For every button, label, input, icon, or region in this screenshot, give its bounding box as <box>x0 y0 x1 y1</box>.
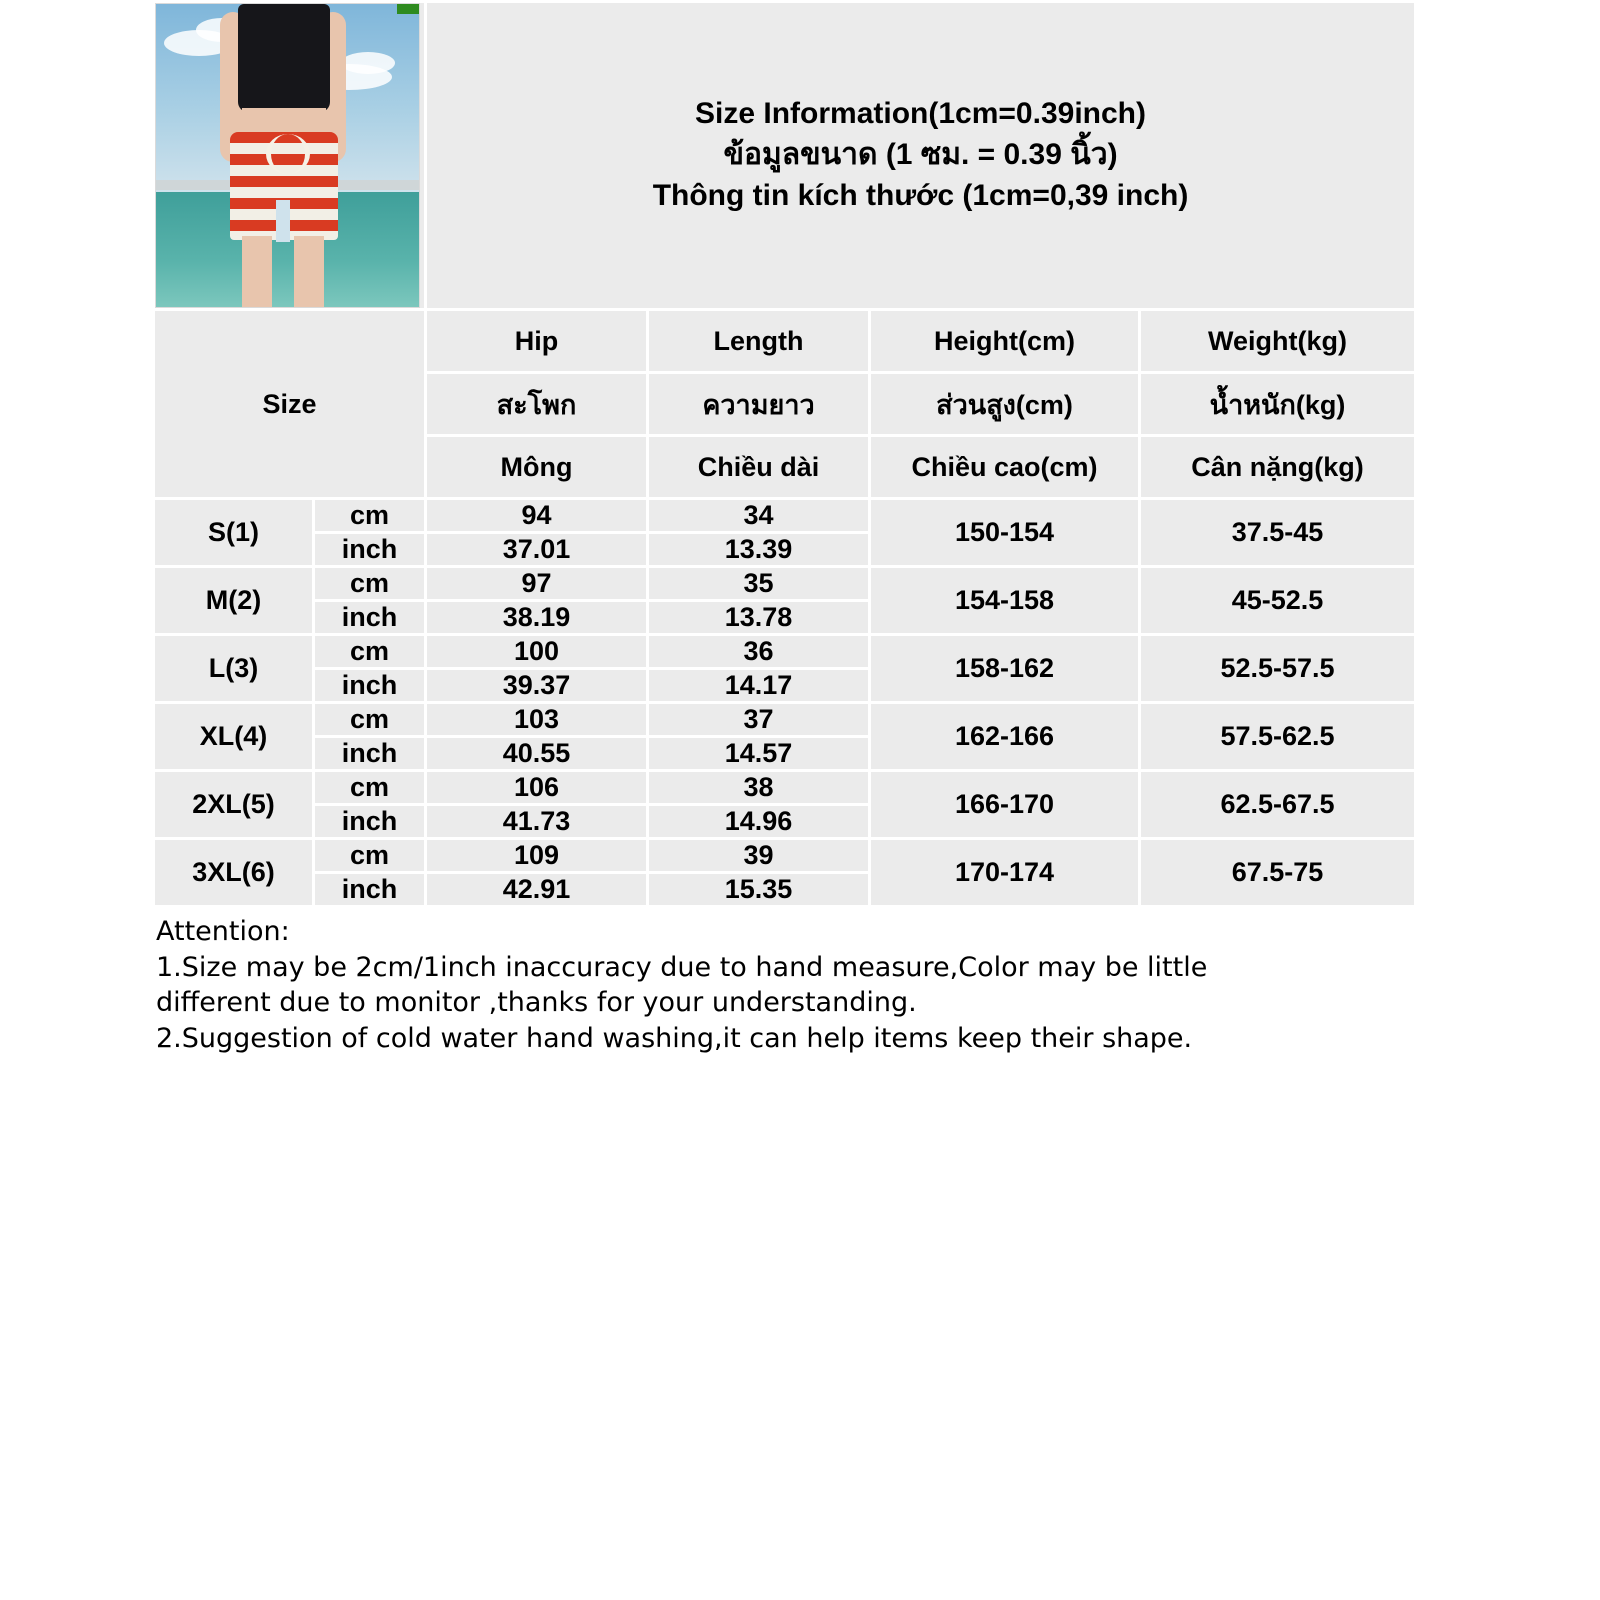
row-unit-cm: cm <box>314 567 426 601</box>
cell-weight-range: 45-52.5 <box>1140 567 1416 635</box>
cell-length-cm: 36 <box>648 635 870 669</box>
cell-height-range: 170-174 <box>870 839 1140 907</box>
cell-length-inch: 14.96 <box>648 805 870 839</box>
attention-heading: Attention: <box>156 916 290 947</box>
row-unit-inch: inch <box>314 601 426 635</box>
cell-hip-cm: 103 <box>426 703 648 737</box>
row-unit-inch: inch <box>314 805 426 839</box>
row-size-label: XL(4) <box>154 703 314 771</box>
cell-hip-inch: 41.73 <box>426 805 648 839</box>
cell-hip-inch: 40.55 <box>426 737 648 771</box>
table-row <box>154 771 1416 805</box>
cell-height-range: 166-170 <box>870 771 1140 839</box>
cell-height-range: 150-154 <box>870 499 1140 567</box>
col-length-en: Length <box>648 310 870 373</box>
cell-length-cm: 37 <box>648 703 870 737</box>
photo-shorts-drawstring <box>266 134 310 174</box>
table-row <box>154 567 1416 601</box>
product-photo <box>155 3 420 308</box>
col-height-en: Height(cm) <box>870 310 1140 373</box>
cell-weight-range: 52.5-57.5 <box>1140 635 1416 703</box>
col-height-th: ส่วนสูง(cm) <box>870 373 1140 436</box>
col-hip-th: สะโพก <box>426 373 648 436</box>
cell-hip-inch: 39.37 <box>426 669 648 703</box>
cell-length-inch: 15.35 <box>648 873 870 907</box>
col-hip-vi: Mông <box>426 436 648 499</box>
cell-length-inch: 13.78 <box>648 601 870 635</box>
row-unit-cm: cm <box>314 771 426 805</box>
cell-weight-range: 57.5-62.5 <box>1140 703 1416 771</box>
cell-hip-cm: 106 <box>426 771 648 805</box>
row-unit-cm: cm <box>314 839 426 873</box>
col-weight-en: Weight(kg) <box>1140 310 1416 373</box>
title-line-en: Size Information(1cm=0.39inch) <box>695 97 1146 131</box>
cell-hip-inch: 42.91 <box>426 873 648 907</box>
cell-length-inch: 14.57 <box>648 737 870 771</box>
photo-model <box>208 4 358 307</box>
attention-note <box>152 908 1414 1057</box>
cell-weight-range: 67.5-75 <box>1140 839 1416 907</box>
cell-height-range: 154-158 <box>870 567 1140 635</box>
cell-height-range: 162-166 <box>870 703 1140 771</box>
size-column-header: Size <box>154 310 426 499</box>
cell-length-cm: 35 <box>648 567 870 601</box>
table-row <box>154 635 1416 669</box>
photo-corner-marker <box>397 4 419 14</box>
product-photo-cell <box>154 2 426 310</box>
attention-line-1: 1.Size may be 2cm/1inch inaccuracy due to hand measure,Color may be little <box>156 951 1208 983</box>
cell-length-cm: 38 <box>648 771 870 805</box>
col-weight-vi: Cân nặng(kg) <box>1140 436 1416 499</box>
attention-line-2: different due to monitor ,thanks for your understanding. <box>156 987 917 1019</box>
row-size-label: 2XL(5) <box>154 771 314 839</box>
table-header-row <box>154 2 1416 310</box>
table-row <box>154 839 1416 873</box>
size-chart-sheet <box>152 0 1414 1600</box>
cell-length-inch: 13.39 <box>648 533 870 567</box>
cell-length-cm: 34 <box>648 499 870 533</box>
row-unit-cm: cm <box>314 499 426 533</box>
cell-hip-inch: 38.19 <box>426 601 648 635</box>
cell-weight-range: 37.5-45 <box>1140 499 1416 567</box>
photo-model-top <box>238 4 330 112</box>
cell-length-inch: 14.17 <box>648 669 870 703</box>
row-unit-inch: inch <box>314 533 426 567</box>
row-unit-cm: cm <box>314 703 426 737</box>
photo-shorts-gap <box>276 200 290 242</box>
row-size-label: 3XL(6) <box>154 839 314 907</box>
cell-hip-cm: 94 <box>426 499 648 533</box>
cell-hip-cm: 109 <box>426 839 648 873</box>
cell-hip-cm: 97 <box>426 567 648 601</box>
row-unit-inch: inch <box>314 737 426 771</box>
col-hip-en: Hip <box>426 310 648 373</box>
col-length-vi: Chiều dài <box>648 436 870 499</box>
column-header-row-en <box>154 310 1416 373</box>
cell-height-range: 158-162 <box>870 635 1140 703</box>
row-size-label: M(2) <box>154 567 314 635</box>
photo-model-leg-right <box>294 236 324 308</box>
cell-hip-inch: 37.01 <box>426 533 648 567</box>
row-unit-inch: inch <box>314 669 426 703</box>
row-unit-cm: cm <box>314 635 426 669</box>
cell-hip-cm: 100 <box>426 635 648 669</box>
table-row <box>154 703 1416 737</box>
row-size-label: L(3) <box>154 635 314 703</box>
size-chart-table <box>152 0 1417 908</box>
row-unit-inch: inch <box>314 873 426 907</box>
title-line-vi: Thông tin kích thước (1cm=0,39 inch) <box>652 178 1189 212</box>
row-size-label: S(1) <box>154 499 314 567</box>
table-row <box>154 499 1416 533</box>
attention-line-3: 2.Suggestion of cold water hand washing,it can help items keep their shape. <box>156 1022 1193 1054</box>
title-line-th: ข้อมูลขนาด (1 ซม. = 0.39 นิ้ว) <box>723 138 1118 172</box>
cell-length-cm: 39 <box>648 839 870 873</box>
col-weight-th: น้ำหนัก(kg) <box>1140 373 1416 436</box>
size-information-title <box>426 2 1416 310</box>
col-height-vi: Chiều cao(cm) <box>870 436 1140 499</box>
photo-model-leg-left <box>242 236 272 308</box>
col-length-th: ความยาว <box>648 373 870 436</box>
cell-weight-range: 62.5-67.5 <box>1140 771 1416 839</box>
